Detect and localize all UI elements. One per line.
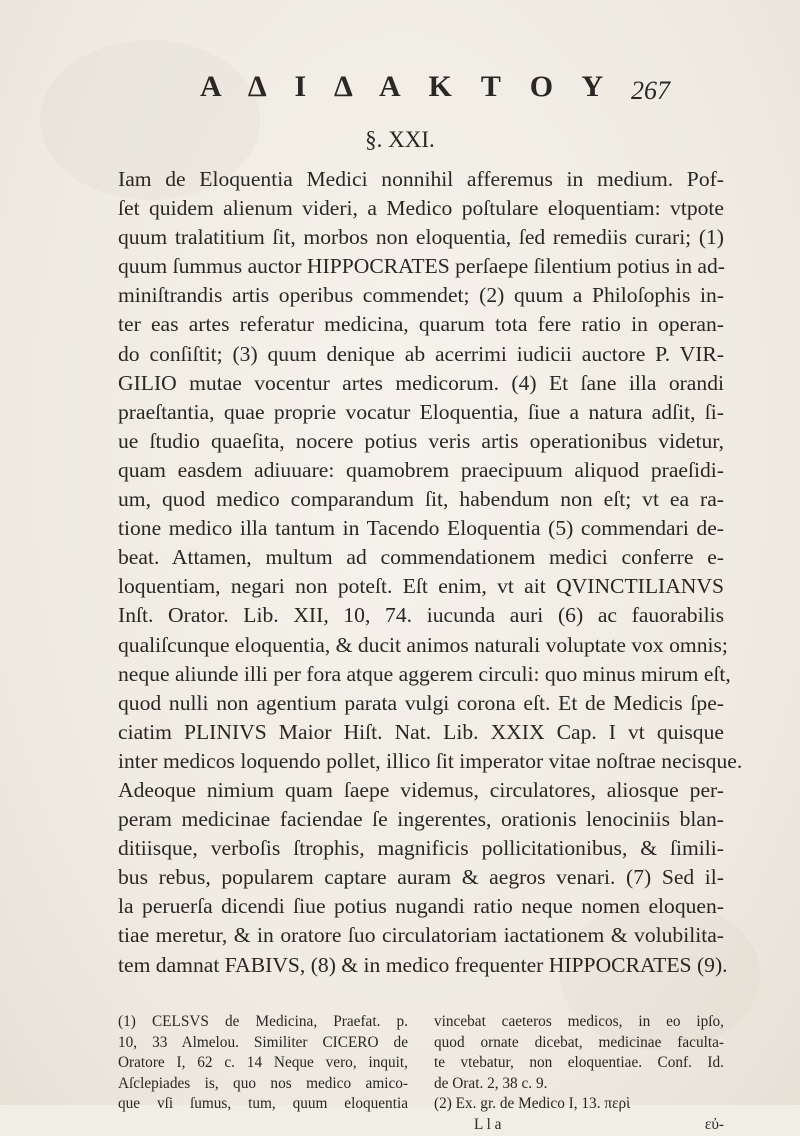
running-head (200, 70, 670, 104)
text-line: ue ſtudio quaeſita, nocere potius veris artis operationibus videtur, (118, 428, 724, 453)
text-line: miniſtrandis artis operibus commendet; (2) quum a Philoſophis in- (118, 283, 724, 308)
footnote-line: Aſclepiades is, quo nos medico amico- (118, 1074, 408, 1092)
footnotes-right-column (434, 1012, 724, 1136)
text-line: Inſt. Orator. Lib. XII, 10, 74. iucunda auri (6) ac fauorabilis (118, 603, 724, 628)
footnote-line: quod ornate dicebat, medicinae faculta- (434, 1033, 724, 1051)
body-text (118, 165, 743, 980)
text-line: quum tralatitium ſit, morbos non eloquentia, ſed remediis curari; (1) (118, 225, 724, 250)
text-line: praeſtantia, quae proprie vocatur Eloquentia, ſiue a natura adſit, ſi- (118, 399, 724, 424)
section-number: §. XXI. (365, 127, 435, 152)
text-line: tione medico illa tantum in Tacendo Eloquentia (5) commendari de- (118, 516, 724, 541)
catchword: εὐ- (704, 1115, 724, 1133)
footnote-line: 10, 33 Almelou. Similiter CICERO de (118, 1033, 408, 1051)
footnotes-left-column (118, 1012, 408, 1115)
text-line: inter medicos loquendo pollet, illico ſit imperator vitae noſtrae necisque. (118, 748, 743, 773)
footnote-line: que vſi ſumus, tum, quum eloquentia (118, 1095, 408, 1113)
text-line: quod nulli non agentium parata vulgi corona eſt. Et de Medicis ſpe- (118, 690, 724, 715)
text-line: bus rebus, popularem captare auram & aegros venari. (7) Sed il- (118, 865, 724, 890)
text-line: ſet quidem alienum videri, a Medico poſtulare eloquentiam: vtpote (118, 196, 724, 221)
text-line: la peruerſa dicendi ſiue potius nugandi ratio neque nomen eloquen- (118, 894, 724, 919)
footnote-line: vincebat caeteros medicos, in eo ipſo, (434, 1013, 724, 1030)
footnote-line: (2) Ex. gr. de Medico I, 13. περὶ (434, 1095, 631, 1113)
text-line: qualiſcunque eloquentia, & ducit animos naturali voluptate vox omnis; (118, 632, 728, 657)
text-line: loquentiam, negari non poteſt. Eſt enim, vt ait QVINCTILIANVS (118, 574, 724, 599)
footnote-line: (1) CELSVS de Medicina, Praefat. p. (118, 1013, 408, 1030)
text-line: ter eas artes referatur medicina, quarum tota fere ratio in operan- (118, 312, 724, 337)
text-line: neque aliunde illi per fora atque aggerem circuli: quo minus mirum eſt, (118, 661, 731, 686)
running-title: Α Δ Ι Δ Α Κ Τ Ο Υ (200, 70, 615, 103)
text-line: beat. Attamen, multum ad commendationem medici conferre e- (118, 545, 724, 570)
footnote-line: te vtebatur, non eloquentiae. Conf. Id. (434, 1054, 724, 1072)
text-line: um, quod medico comparandum ſit, habendum non eſt; vt ea ra- (118, 487, 724, 512)
text-line: tem damnat FABIVS, (8) & in medico frequenter HIPPOCRATES (9). (118, 952, 728, 977)
text-line: do conſiſtit; (3) quum denique ab acerrimi iudicii auctore P. VIR- (118, 341, 724, 366)
text-line: ciatim PLINIVS Maior Hiſt. Nat. Lib. XXIX Cap. I vt quisque (118, 719, 724, 744)
text-line: quum ſummus auctor HIPPOCRATES perſaepe ſilentium potius in ad- (118, 254, 725, 279)
text-line: peram medicinae faciendae ſe ingerentes, orationis lenociniis blan- (118, 807, 724, 832)
text-line: Adeoque nimium quam ſaepe videmus, circulatores, aliosque per- (118, 777, 724, 802)
text-line: Iam de Eloquentia Medici nonnihil afferemus in medium. Pof- (118, 167, 724, 191)
text-line: ditiisque, verboſis ſtrophis, magnificis pollicitationibus, & ſimili- (118, 836, 724, 861)
page-number: 267 (631, 76, 670, 105)
signature-line (434, 1115, 724, 1136)
text-line: quam easdem adiuuare: quamobrem praecipuum aliquod praeſidi- (118, 457, 724, 482)
text-line: tiae meretur, & in oratore ſuo circulatoriam iactationem & volubilita- (118, 923, 724, 948)
text-line: GILIO mutae vocentur artes medicorum. (4) Et ſane illa orandi (118, 370, 724, 395)
footnote-line: de Orat. 2, 38 c. 9. (434, 1074, 548, 1092)
footnote-line: Oratore I, 62 c. 14 Neque vero, inquit, (118, 1054, 408, 1072)
signature-mark: L l a (474, 1115, 502, 1133)
